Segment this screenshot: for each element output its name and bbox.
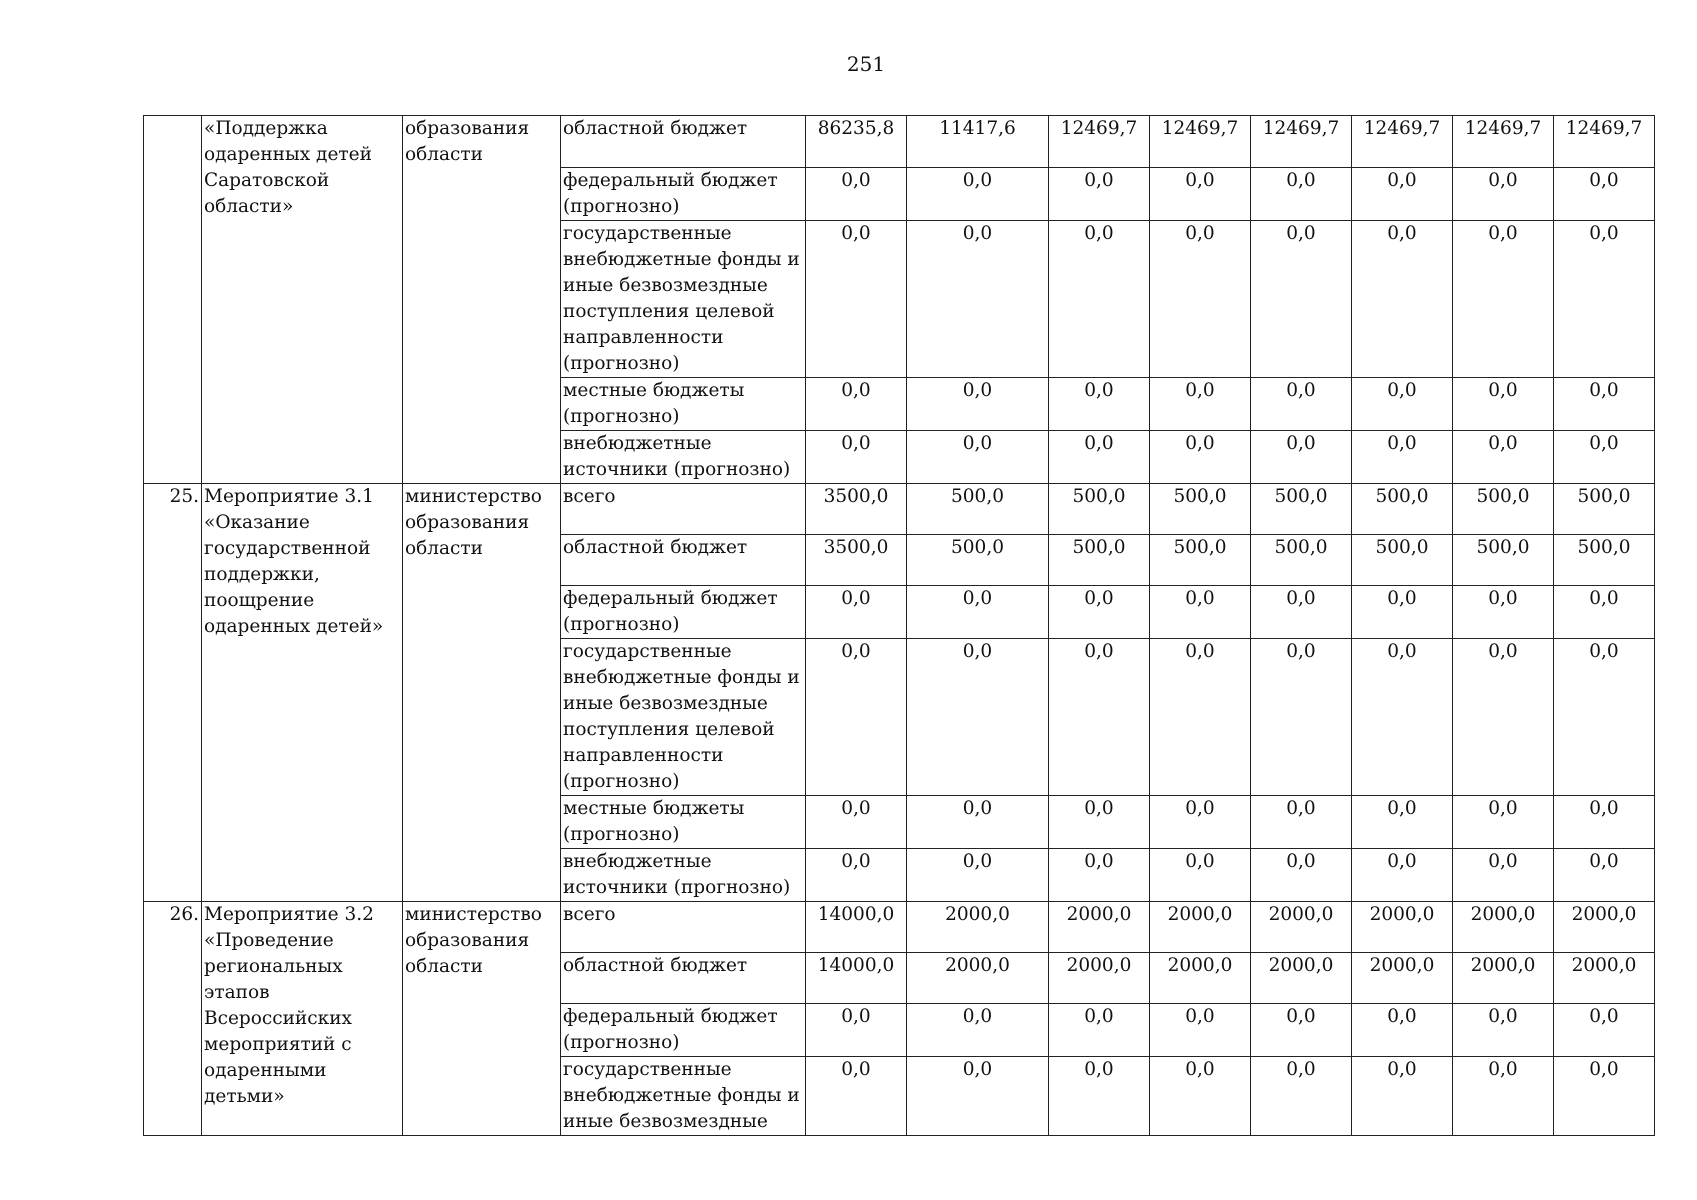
value-cell: 500,0 bbox=[907, 535, 1049, 586]
funding-source: федеральный бюджет (прогнозно) bbox=[561, 168, 806, 221]
value-cell: 0,0 bbox=[1150, 378, 1251, 431]
value-cell: 0,0 bbox=[1150, 639, 1251, 796]
value-cell: 86235,8 bbox=[806, 116, 907, 168]
value-cell: 0,0 bbox=[806, 378, 907, 431]
value-cell: 0,0 bbox=[907, 796, 1049, 849]
value-cell: 0,0 bbox=[806, 1057, 907, 1136]
budget-table bbox=[143, 115, 1655, 1136]
value-cell: 0,0 bbox=[1453, 168, 1554, 221]
table-row bbox=[144, 116, 1655, 168]
value-cell: 0,0 bbox=[1352, 1057, 1453, 1136]
funding-source: всего bbox=[561, 902, 806, 953]
value-cell: 0,0 bbox=[1352, 378, 1453, 431]
item-number bbox=[144, 116, 202, 484]
value-cell: 14000,0 bbox=[806, 953, 907, 1004]
funding-source: областной бюджет bbox=[561, 953, 806, 1004]
value-cell: 0,0 bbox=[1352, 586, 1453, 639]
value-cell: 500,0 bbox=[1352, 484, 1453, 535]
table-row bbox=[144, 902, 1655, 953]
value-cell: 2000,0 bbox=[1352, 953, 1453, 1004]
value-cell: 2000,0 bbox=[1453, 902, 1554, 953]
item-title: «Поддержка одаренных детей Саратовской области» bbox=[202, 116, 403, 484]
value-cell: 0,0 bbox=[1554, 1004, 1655, 1057]
value-cell: 2000,0 bbox=[907, 953, 1049, 1004]
funding-source: местные бюджеты (прогнозно) bbox=[561, 378, 806, 431]
value-cell: 0,0 bbox=[907, 639, 1049, 796]
value-cell: 0,0 bbox=[907, 586, 1049, 639]
value-cell: 0,0 bbox=[1251, 586, 1352, 639]
value-cell: 0,0 bbox=[1251, 849, 1352, 902]
value-cell: 0,0 bbox=[1554, 849, 1655, 902]
value-cell: 0,0 bbox=[1049, 1004, 1150, 1057]
value-cell: 0,0 bbox=[1150, 1004, 1251, 1057]
value-cell: 500,0 bbox=[1049, 484, 1150, 535]
value-cell: 0,0 bbox=[1251, 168, 1352, 221]
value-cell: 12469,7 bbox=[1352, 116, 1453, 168]
value-cell: 0,0 bbox=[1453, 586, 1554, 639]
value-cell: 0,0 bbox=[1049, 639, 1150, 796]
value-cell: 0,0 bbox=[1352, 639, 1453, 796]
value-cell: 0,0 bbox=[1251, 639, 1352, 796]
value-cell: 500,0 bbox=[907, 484, 1049, 535]
value-cell: 0,0 bbox=[1150, 168, 1251, 221]
value-cell: 0,0 bbox=[806, 586, 907, 639]
value-cell: 0,0 bbox=[1049, 168, 1150, 221]
value-cell: 0,0 bbox=[1453, 221, 1554, 378]
value-cell: 11417,6 bbox=[907, 116, 1049, 168]
value-cell: 0,0 bbox=[1251, 1057, 1352, 1136]
value-cell: 0,0 bbox=[1150, 1057, 1251, 1136]
value-cell: 0,0 bbox=[1352, 849, 1453, 902]
value-cell: 0,0 bbox=[1554, 586, 1655, 639]
funding-source: всего bbox=[561, 484, 806, 535]
value-cell: 0,0 bbox=[907, 1057, 1049, 1136]
value-cell: 3500,0 bbox=[806, 484, 907, 535]
page-number: 251 bbox=[846, 52, 886, 76]
value-cell: 0,0 bbox=[1049, 378, 1150, 431]
value-cell: 2000,0 bbox=[1049, 953, 1150, 1004]
value-cell: 0,0 bbox=[1049, 431, 1150, 484]
value-cell: 0,0 bbox=[1554, 431, 1655, 484]
value-cell: 500,0 bbox=[1554, 535, 1655, 586]
value-cell: 0,0 bbox=[1453, 378, 1554, 431]
responsible-org: образования области bbox=[403, 116, 561, 484]
value-cell: 2000,0 bbox=[1251, 902, 1352, 953]
value-cell: 0,0 bbox=[1251, 221, 1352, 378]
value-cell: 0,0 bbox=[907, 221, 1049, 378]
value-cell: 0,0 bbox=[1150, 431, 1251, 484]
value-cell: 0,0 bbox=[1554, 378, 1655, 431]
value-cell: 0,0 bbox=[1554, 221, 1655, 378]
value-cell: 12469,7 bbox=[1150, 116, 1251, 168]
value-cell: 12469,7 bbox=[1453, 116, 1554, 168]
value-cell: 2000,0 bbox=[907, 902, 1049, 953]
value-cell: 0,0 bbox=[806, 796, 907, 849]
value-cell: 0,0 bbox=[1453, 431, 1554, 484]
value-cell: 0,0 bbox=[1049, 849, 1150, 902]
value-cell: 2000,0 bbox=[1251, 953, 1352, 1004]
value-cell: 0,0 bbox=[806, 849, 907, 902]
value-cell: 500,0 bbox=[1251, 484, 1352, 535]
value-cell: 0,0 bbox=[1453, 849, 1554, 902]
value-cell: 0,0 bbox=[806, 168, 907, 221]
value-cell: 500,0 bbox=[1453, 484, 1554, 535]
responsible-org: министерство образования области bbox=[403, 902, 561, 1136]
value-cell: 0,0 bbox=[1251, 431, 1352, 484]
value-cell: 500,0 bbox=[1150, 484, 1251, 535]
value-cell: 0,0 bbox=[1049, 1057, 1150, 1136]
funding-source: государственные внебюджетные фонды и иные безвозмездные поступления целевой направленности (прогнозно) bbox=[561, 639, 806, 796]
value-cell: 0,0 bbox=[907, 378, 1049, 431]
funding-source: местные бюджеты (прогнозно) bbox=[561, 796, 806, 849]
table-row bbox=[144, 484, 1655, 535]
value-cell: 0,0 bbox=[1554, 796, 1655, 849]
item-number: 25. bbox=[144, 484, 202, 902]
value-cell: 12469,7 bbox=[1049, 116, 1150, 168]
value-cell: 0,0 bbox=[806, 431, 907, 484]
value-cell: 0,0 bbox=[1251, 378, 1352, 431]
value-cell: 2000,0 bbox=[1453, 953, 1554, 1004]
value-cell: 0,0 bbox=[1554, 1057, 1655, 1136]
value-cell: 0,0 bbox=[1150, 796, 1251, 849]
value-cell: 0,0 bbox=[1352, 221, 1453, 378]
value-cell: 0,0 bbox=[1049, 796, 1150, 849]
value-cell: 0,0 bbox=[1554, 168, 1655, 221]
value-cell: 0,0 bbox=[907, 431, 1049, 484]
funding-source: областной бюджет bbox=[561, 535, 806, 586]
item-title: Мероприятие 3.2 «Проведение региональных этапов Всероссийских мероприятий с одаренными детьми» bbox=[202, 902, 403, 1136]
funding-source: внебюджетные источники (прогнозно) bbox=[561, 431, 806, 484]
value-cell: 500,0 bbox=[1251, 535, 1352, 586]
value-cell: 0,0 bbox=[1453, 1004, 1554, 1057]
value-cell: 3500,0 bbox=[806, 535, 907, 586]
value-cell: 0,0 bbox=[1352, 168, 1453, 221]
value-cell: 0,0 bbox=[907, 168, 1049, 221]
value-cell: 0,0 bbox=[1251, 796, 1352, 849]
value-cell: 14000,0 bbox=[806, 902, 907, 953]
value-cell: 2000,0 bbox=[1554, 953, 1655, 1004]
value-cell: 0,0 bbox=[1049, 586, 1150, 639]
value-cell: 2000,0 bbox=[1150, 953, 1251, 1004]
value-cell: 500,0 bbox=[1352, 535, 1453, 586]
item-title: Мероприятие 3.1 «Оказание государственной поддержки, поощрение одаренных детей» bbox=[202, 484, 403, 902]
value-cell: 0,0 bbox=[1554, 639, 1655, 796]
funding-source: федеральный бюджет (прогнозно) bbox=[561, 1004, 806, 1057]
value-cell: 0,0 bbox=[806, 639, 907, 796]
value-cell: 0,0 bbox=[907, 1004, 1049, 1057]
funding-source: областной бюджет bbox=[561, 116, 806, 168]
table-body bbox=[144, 116, 1655, 1136]
value-cell: 2000,0 bbox=[1554, 902, 1655, 953]
value-cell: 0,0 bbox=[1150, 586, 1251, 639]
value-cell: 500,0 bbox=[1049, 535, 1150, 586]
value-cell: 0,0 bbox=[1453, 639, 1554, 796]
value-cell: 2000,0 bbox=[1352, 902, 1453, 953]
value-cell: 12469,7 bbox=[1251, 116, 1352, 168]
item-number: 26. bbox=[144, 902, 202, 1136]
value-cell: 0,0 bbox=[1049, 221, 1150, 378]
funding-source: федеральный бюджет (прогнозно) bbox=[561, 586, 806, 639]
value-cell: 0,0 bbox=[1352, 1004, 1453, 1057]
value-cell: 0,0 bbox=[1352, 796, 1453, 849]
funding-source: государственные внебюджетные фонды и иные безвозмездные bbox=[561, 1057, 806, 1136]
value-cell: 2000,0 bbox=[1150, 902, 1251, 953]
funding-source: внебюджетные источники (прогнозно) bbox=[561, 849, 806, 902]
value-cell: 500,0 bbox=[1453, 535, 1554, 586]
value-cell: 0,0 bbox=[806, 221, 907, 378]
value-cell: 0,0 bbox=[1150, 849, 1251, 902]
value-cell: 2000,0 bbox=[1049, 902, 1150, 953]
value-cell: 0,0 bbox=[1453, 1057, 1554, 1136]
value-cell: 0,0 bbox=[1453, 796, 1554, 849]
value-cell: 0,0 bbox=[1150, 221, 1251, 378]
value-cell: 12469,7 bbox=[1554, 116, 1655, 168]
funding-source: государственные внебюджетные фонды и иные безвозмездные поступления целевой направленности (прогнозно) bbox=[561, 221, 806, 378]
value-cell: 0,0 bbox=[907, 849, 1049, 902]
value-cell: 0,0 bbox=[1352, 431, 1453, 484]
value-cell: 0,0 bbox=[1251, 1004, 1352, 1057]
responsible-org: министерство образования области bbox=[403, 484, 561, 902]
value-cell: 0,0 bbox=[806, 1004, 907, 1057]
value-cell: 500,0 bbox=[1150, 535, 1251, 586]
value-cell: 500,0 bbox=[1554, 484, 1655, 535]
